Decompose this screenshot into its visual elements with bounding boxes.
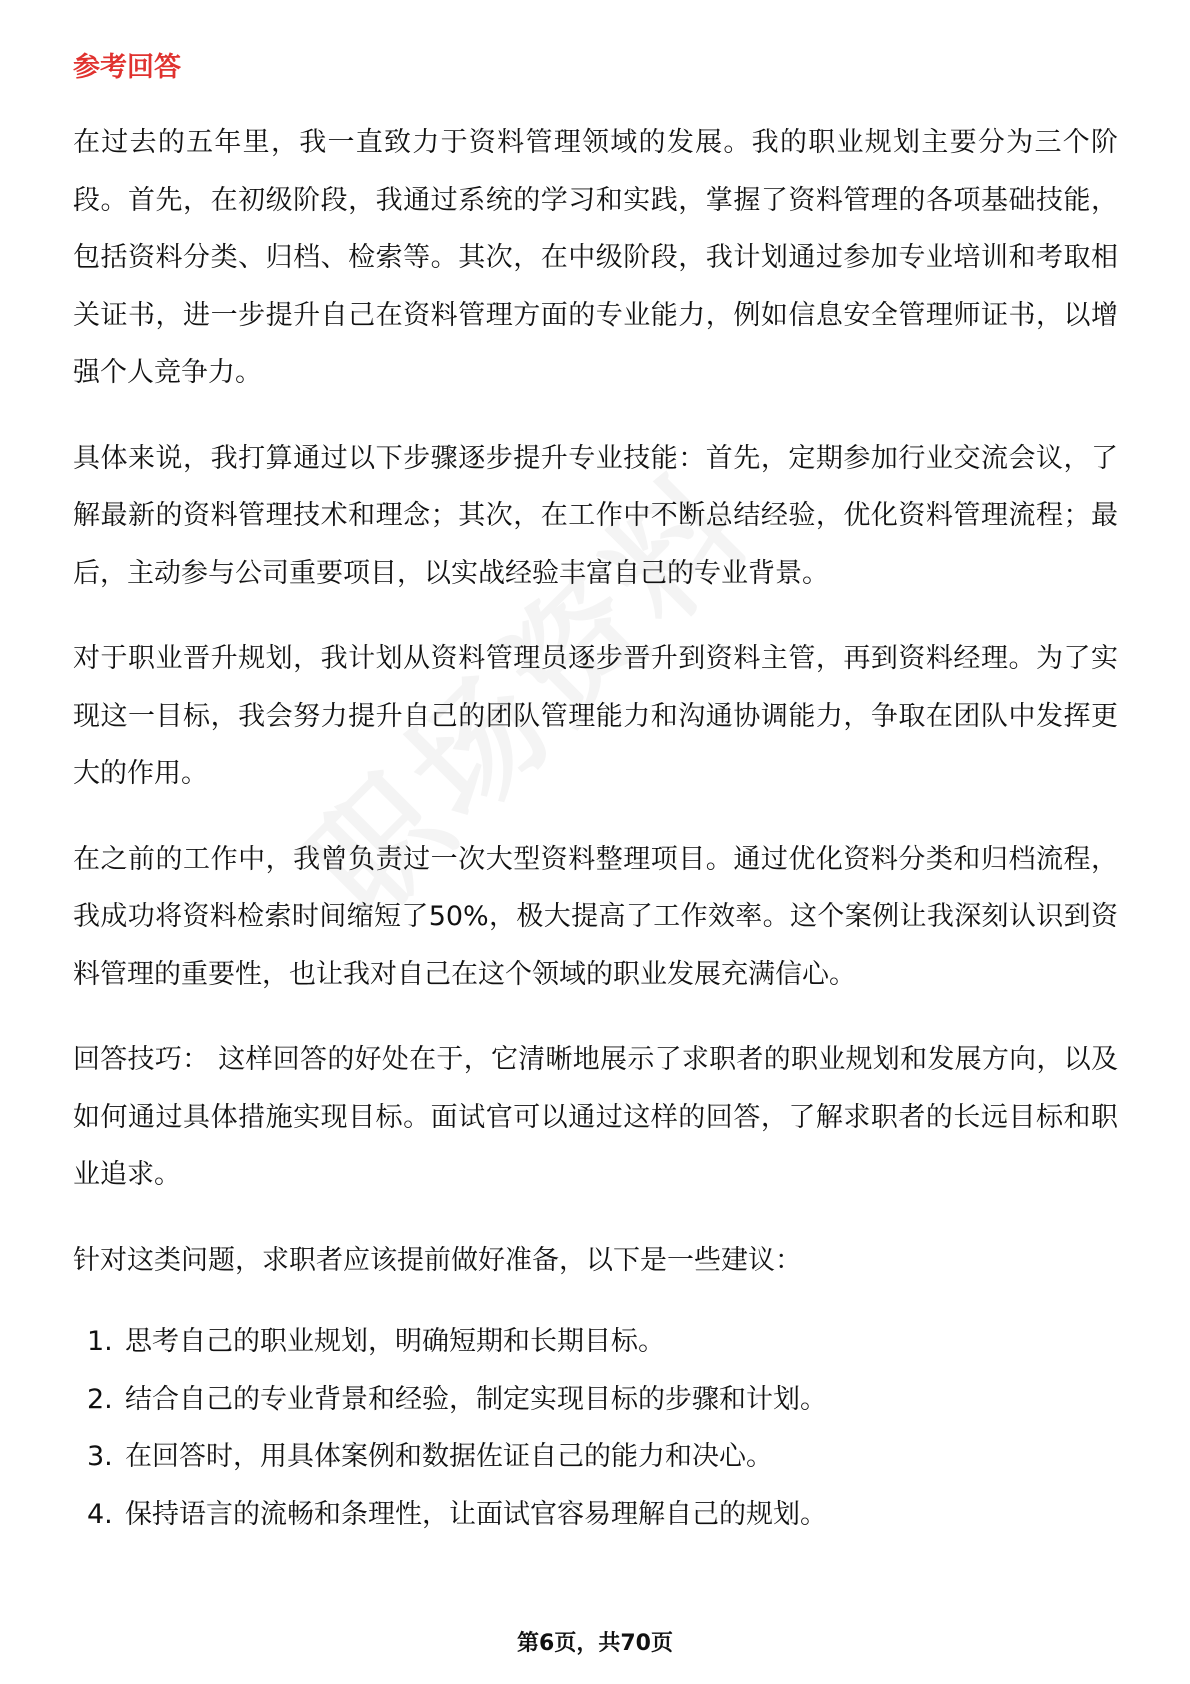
- paragraph-skill-steps: 具体来说，我打算通过以下步骤逐步提升专业技能：首先，定期参加行业交流会议，了解最新的资料管理技术和理念；其次，在工作中不断总结经验，优化资料管理流程；最后，主动参与公司重要项目，以实战经验丰富自己的专业背景。: [73, 442, 1118, 589]
- list-item-text: 保持语言的流畅和条理性，让面试官容易理解自己的规划。: [125, 1498, 827, 1530]
- suggestions-list: [73, 1313, 1118, 1543]
- list-item: [73, 1371, 1118, 1429]
- paragraph-promotion-plan: 对于职业晋升规划，我计划从资料管理员逐步晋升到资料主管，再到资料经理。为了实现这一目标，我会努力提升自己的团队管理能力和沟通协调能力，争取在团队中发挥更大的作用。: [73, 643, 1118, 789]
- paragraph-case-example: 在之前的工作中，我曾负责过一次大型资料整理项目。通过优化资料分类和归档流程，我成功将资料检索时间缩短了50%，极大提高了工作效率。这个案例让我深刻认识到资料管理的重要性，也让我对自己在这个领域的职业发展充满信心。: [73, 843, 1118, 990]
- list-item: [73, 1428, 1118, 1486]
- paragraph-suggestions-intro: 针对这类问题，求职者应该提前做好准备，以下是一些建议：: [73, 1244, 802, 1276]
- paragraph-answer-tips: 回答技巧： 这样回答的好处在于，它清晰地展示了求职者的职业规划和发展方向，以及如何通过具体措施实现目标。面试官可以通过这样的回答，了解求职者的长远目标和职业追求。: [73, 1044, 1118, 1190]
- list-item: [73, 1486, 1118, 1544]
- list-item: [73, 1313, 1118, 1371]
- list-item-number: 4.: [87, 1498, 113, 1530]
- document-page: [73, 48, 1118, 1543]
- paragraph-career-plan: 在过去的五年里，我一直致力于资料管理领域的发展。我的职业规划主要分为三个阶段。首先，在初级阶段，我通过系统的学习和实践，掌握了资料管理的各项基础技能，包括资料分类、归档、检索等。其次，在中级阶段，我计划通过参加专业培训和考取相关证书，进一步提升自己在资料管理方面的专业能力，例如信息安全管理师证书，以增强个人竞争力。: [73, 127, 1118, 388]
- list-item-text: 结合自己的专业背景和经验，制定实现目标的步骤和计划。: [125, 1383, 827, 1415]
- list-item-number: 1.: [87, 1326, 113, 1357]
- list-item-text: 在回答时，用具体案例和数据佐证自己的能力和决心。: [125, 1441, 773, 1472]
- page-number-footer: 第6页，共70页: [517, 1631, 673, 1656]
- list-item-number: 2.: [87, 1383, 113, 1415]
- list-item-text: 思考自己的职业规划，明确短期和长期目标。: [125, 1326, 665, 1357]
- section-heading: 参考回答: [73, 52, 181, 83]
- list-item-number: 3.: [87, 1441, 113, 1472]
